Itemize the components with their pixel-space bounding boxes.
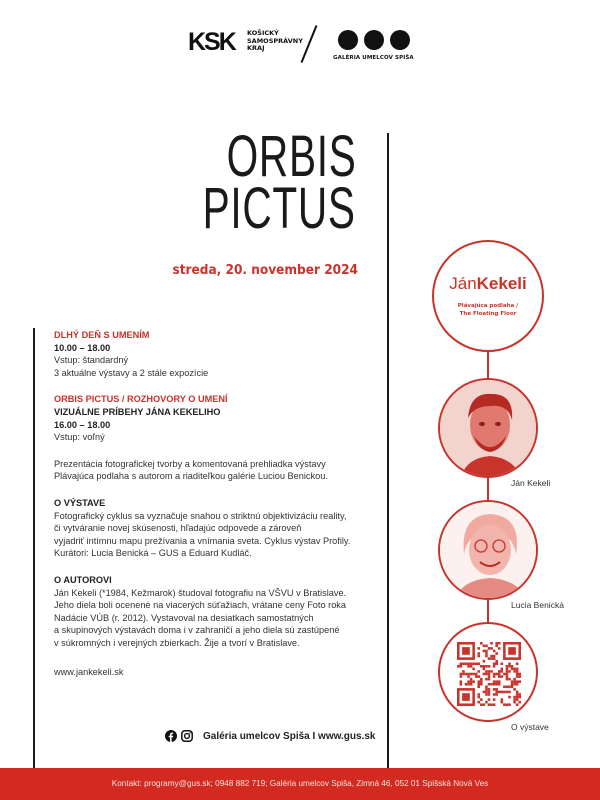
qr-code-circle[interactable] [438, 622, 538, 722]
title-line2: PICTUS [202, 176, 356, 241]
description-line: Prezentácia fotografickej tvorby a komentovaná prehliadka výstavy [54, 458, 326, 469]
event1-time: 10.00 – 18.00 [54, 342, 111, 353]
program [54, 329, 384, 679]
ksk-logo-text [247, 30, 303, 53]
about-author-line: a skupinových výstavách doma i v zahraničí a jeho diela sú zastúpené [54, 625, 340, 636]
social-bar [165, 730, 375, 742]
event2-time: 16.00 – 18.00 [54, 419, 111, 430]
title-line1: ORBIS [226, 124, 356, 189]
event2-subtitle: VIZUÁLNE PRÍBEHY JÁNA KEKELIHO [54, 406, 221, 417]
connector [487, 474, 489, 502]
logo-divider [301, 25, 318, 63]
connector [487, 350, 489, 380]
gallery-web-link[interactable]: Galéria umelcov Spiša I www.gus.sk [203, 730, 376, 742]
event2-title: ORBIS PICTUS / ROZHOVORY O UMENÍ [54, 394, 228, 405]
left-divider [33, 328, 35, 768]
connector [487, 596, 489, 624]
ksk-line: KRAJ [247, 44, 265, 52]
about-author-heading: O AUTOROVI [54, 574, 112, 585]
instagram-icon[interactable] [181, 730, 193, 742]
about-exhibition-line: Kurátori: Lucia Benická – GUS a Eduard Kudláč. [54, 548, 252, 559]
facebook-icon[interactable] [165, 730, 177, 742]
about-exhibition-heading: O VÝSTAVE [54, 497, 106, 508]
event2-entry: Vstup: voľný [54, 432, 105, 443]
website-link[interactable]: www.jankekeli.sk [54, 667, 124, 678]
qr-code-icon[interactable] [457, 642, 521, 706]
gus-logo [338, 30, 410, 50]
event1-entry: Vstup: štandardný [54, 355, 129, 366]
caption-lucia-benicka: Lucia Benická [511, 600, 564, 610]
about-author-line: Nadácie VÚB (r. 2012). Vystavoval na desiatkach samostatných [54, 612, 314, 623]
footer-contact: Kontakt: programy@gus.sk; 0948 882 719; Galéria umelcov Spiša, Zimná 46, 052 01 Spišská Nová Ves [0, 768, 600, 800]
photo-lucia-benicka [438, 500, 538, 600]
about-exhibition-line: Fotografický cyklus sa vyznačuje snahou o striktnú objektivizáciu reality, [54, 510, 347, 521]
badge-exhibition-title: Plávajúca podlaha / The Floating Floor [457, 303, 519, 317]
ksk-logo: KSK [188, 28, 235, 56]
caption-qr: O výstave [511, 722, 549, 732]
ksk-line: SAMOSPRÁVNY [247, 36, 303, 45]
badge-artist-name: JánKekeli [449, 274, 527, 293]
gus-logo-text: GALÉRIA UMELCOV SPIŠA [333, 55, 414, 61]
about-author-line: v súkromných i verejných zbierkach. Žije a tvorí v Bratislave. [54, 637, 300, 648]
event-date: streda, 20. november 2024 [172, 262, 358, 278]
description-line: Plávajúca podlaha s autorom a riaditeľkou galérie Luciou Benickou. [54, 471, 328, 482]
ksk-line: KOŠICKÝ [247, 29, 279, 37]
about-author-line: Jeho diela boli ocenené na viacerých súťažiach, vrátane ceny Foto roka [54, 600, 347, 611]
portrait-man-icon [440, 380, 538, 478]
portrait-woman-icon [440, 502, 538, 600]
about-exhibition-line: či vytváranie novej skúsenosti, hľadajúc odpovede a zároveň [54, 523, 302, 534]
caption-jan-kekeli: Ján Kekeli [511, 478, 551, 488]
event1-title: DLHÝ DEŇ S UMENÍM [54, 330, 150, 340]
photo-jan-kekeli [438, 378, 538, 478]
about-author-line: Ján Kekeli (*1984, Kežmarok) študoval fotografiu na VŠVU v Bratislave. [54, 587, 347, 598]
exhibition-badge [432, 240, 544, 352]
event1-note: 3 aktuálne výstavy a 2 stále expozície [54, 367, 209, 378]
about-exhibition-line: vyjadriť intímnu mapu prežívania a vnímania sveta. Cyklus výstav Profily. [54, 535, 351, 546]
right-divider [387, 133, 389, 768]
